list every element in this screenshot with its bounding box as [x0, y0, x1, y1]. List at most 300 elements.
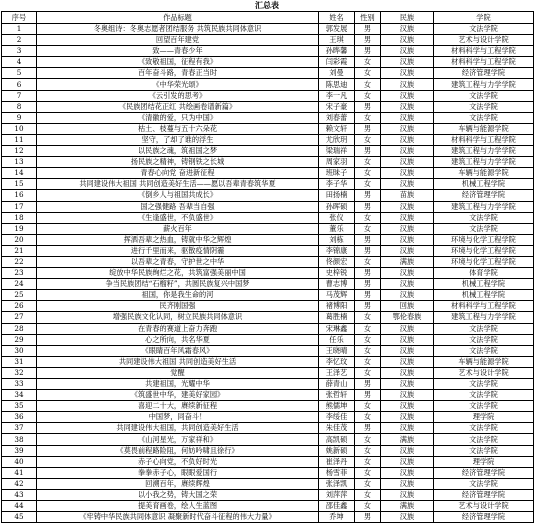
table-row	[2, 245, 534, 256]
cell-work-title: 心之所向，共名华夏	[37, 334, 319, 345]
sheet-title: 汇总表	[255, 0, 279, 10]
cell-index: 31	[2, 356, 37, 367]
cell-work-title: 在青春的赛道上奋力奔跑	[37, 323, 319, 334]
cell-name: 乔坤	[319, 512, 355, 523]
cell-gender: 女	[355, 112, 381, 123]
cell-ethnicity: 满族	[381, 501, 434, 512]
cell-name: 佟颜宏	[319, 256, 355, 267]
cell-index: 12	[2, 146, 37, 157]
cell-ethnicity: 汉族	[381, 456, 434, 467]
table-row	[2, 434, 534, 445]
cell-name: 李锦康	[319, 245, 355, 256]
cell-gender: 女	[355, 312, 381, 323]
cell-ethnicity: 汉族	[381, 201, 434, 212]
table-row	[2, 323, 534, 334]
cell-work-title: 《云引发的思考》	[37, 90, 319, 101]
cell-index: 19	[2, 223, 37, 234]
cell-work-title: 祖国，你是我生命的河	[37, 290, 319, 301]
cell-work-title: 以小我之势，铸大国之荣	[37, 489, 319, 500]
table-row	[2, 212, 534, 223]
cell-ethnicity: 汉族	[381, 24, 434, 35]
table-row	[2, 412, 534, 423]
cell-ethnicity: 汉族	[381, 467, 434, 478]
table-row	[2, 345, 534, 356]
cell-college: 文法学院	[434, 390, 534, 401]
cell-work-title: 回望百年建党	[37, 35, 319, 46]
cell-gender: 女	[355, 134, 381, 145]
cell-ethnicity: 汉族	[381, 123, 434, 134]
cell-gender: 男	[355, 46, 381, 57]
cell-name: 李忆玟	[319, 356, 355, 367]
cell-ethnicity: 满族	[381, 434, 434, 445]
cell-gender: 女	[355, 68, 381, 79]
table-row	[2, 401, 534, 412]
cell-ethnicity: 满族	[381, 256, 434, 267]
cell-ethnicity: 汉族	[381, 234, 434, 245]
cell-name: 刘萍萍	[319, 489, 355, 500]
cell-name: 刘春蕾	[319, 112, 355, 123]
cell-college: 车辆与能源学院	[434, 123, 534, 134]
cell-gender: 男	[355, 190, 381, 201]
cell-name: 宋子豪	[319, 101, 355, 112]
cell-college: 文法学院	[434, 334, 534, 345]
cell-work-title: 增强民族文化认同，树立民族共同体意识	[37, 312, 319, 323]
cell-index: 37	[2, 423, 37, 434]
header-ethnicity: 民族	[381, 12, 434, 24]
cell-work-title: 《眼睛百年风霜春风》	[37, 345, 319, 356]
cell-gender: 男	[355, 201, 381, 212]
cell-index: 33	[2, 379, 37, 390]
table-row	[2, 223, 534, 234]
cell-college: 文法学院	[434, 223, 534, 234]
cell-ethnicity: 汉族	[381, 478, 434, 489]
cell-index: 20	[2, 234, 37, 245]
table-row	[2, 334, 534, 345]
table-row	[2, 390, 534, 401]
table-row	[2, 356, 534, 367]
cell-name: 熊儒坤	[319, 401, 355, 412]
cell-work-title: 绽放中华民族绚烂之花，共筑富强美丽中国	[37, 268, 319, 279]
cell-college: 建筑工程与力学学院	[434, 79, 534, 90]
cell-name: 曹志博	[319, 279, 355, 290]
table-row	[2, 512, 534, 523]
table-row	[2, 35, 534, 46]
cell-ethnicity: 汉族	[381, 168, 434, 179]
cell-ethnicity: 苗族	[381, 190, 434, 201]
header-row	[2, 12, 534, 24]
cell-name: 孙晖硕	[319, 201, 355, 212]
cell-index: 7	[2, 90, 37, 101]
table-row	[2, 268, 534, 279]
cell-name: 张泽凯	[319, 478, 355, 489]
cell-gender: 女	[355, 157, 381, 168]
cell-ethnicity: 汉族	[381, 323, 434, 334]
cell-gender: 女	[355, 168, 381, 179]
cell-name: 马茂辉	[319, 290, 355, 301]
cell-name: 班昧子	[319, 168, 355, 179]
cell-index: 15	[2, 179, 37, 190]
table-row	[2, 134, 534, 145]
cell-work-title: 《清徽的爱，只为中国》	[37, 112, 319, 123]
cell-college: 理学院	[434, 412, 534, 423]
table-row	[2, 112, 534, 123]
cell-college: 机械工程学院	[434, 279, 534, 290]
cell-work-title: 赤子心向党，不负好时光	[37, 456, 319, 467]
table-row	[2, 379, 534, 390]
cell-ethnicity: 汉族	[381, 412, 434, 423]
cell-work-title: 国之强健路 吾辈当自强	[37, 201, 319, 212]
cell-index: 29	[2, 334, 37, 345]
cell-index: 40	[2, 456, 37, 467]
table-row	[2, 90, 534, 101]
cell-college: 机械工程学院	[434, 179, 534, 190]
cell-ethnicity: 汉族	[381, 46, 434, 57]
cell-index: 22	[2, 256, 37, 267]
cell-college: 艺术与设计学院	[434, 367, 534, 378]
cell-work-title: 共同建设伟大祖国 共同创造美好生活	[37, 356, 319, 367]
cell-work-title: 喜迎二十大，赓续新征程	[37, 401, 319, 412]
cell-college: 材料科学与工程学院	[434, 134, 534, 145]
cell-ethnicity: 汉族	[381, 245, 434, 256]
table-row	[2, 290, 534, 301]
cell-index: 35	[2, 401, 37, 412]
cell-ethnicity: 汉族	[381, 35, 434, 46]
cell-index: 3	[2, 46, 37, 57]
cell-name: 薛青山	[319, 379, 355, 390]
table-row	[2, 46, 534, 57]
cell-gender: 女	[355, 356, 381, 367]
cell-index: 18	[2, 212, 37, 223]
cell-ethnicity: 汉族	[381, 179, 434, 190]
cell-gender: 女	[355, 334, 381, 345]
cell-college: 经济管理学院	[434, 489, 534, 500]
cell-college: 文法学院	[434, 401, 534, 412]
cell-ethnicity: 汉族	[381, 101, 434, 112]
cell-college: 建筑工程与力学学院	[434, 157, 534, 168]
cell-college: 文法学院	[434, 379, 534, 390]
cell-name: 董乐	[319, 223, 355, 234]
cell-work-title: 共同建设伟大祖国，共同创造美好生活	[37, 423, 319, 434]
cell-work-title: 觉醒	[37, 367, 319, 378]
cell-name: 刘栋	[319, 234, 355, 245]
cell-ethnicity: 汉族	[381, 345, 434, 356]
header-index: 序号	[2, 12, 37, 24]
cell-gender: 男	[355, 301, 381, 312]
table-row	[2, 157, 534, 168]
cell-gender: 男	[355, 146, 381, 157]
cell-work-title: 拳拳赤子心，眼眼爱国行	[37, 467, 319, 478]
cell-ethnicity: 汉族	[381, 390, 434, 401]
cell-college: 建筑工程与力学学院	[434, 312, 534, 323]
cell-index: 43	[2, 489, 37, 500]
cell-gender: 女	[355, 223, 381, 234]
cell-index: 8	[2, 101, 37, 112]
cell-gender: 女	[355, 323, 381, 334]
cell-college: 材料科学与工程学院	[434, 57, 534, 68]
cell-name: 褚博阳	[319, 301, 355, 312]
cell-college: 经济管理学院	[434, 467, 534, 478]
header-name: 姓名	[319, 12, 355, 24]
cell-college: 文法学院	[434, 24, 534, 35]
cell-name: 李绥佳	[319, 412, 355, 423]
cell-ethnicity: 汉族	[381, 334, 434, 345]
cell-index: 38	[2, 434, 37, 445]
cell-work-title: 《莫畏前程路险阻，何妨吟啸且徐行》	[37, 445, 319, 456]
cell-gender: 女	[355, 434, 381, 445]
cell-index: 14	[2, 168, 37, 179]
table-row	[2, 312, 534, 323]
cell-ethnicity: 汉族	[381, 212, 434, 223]
cell-name: 李一凡	[319, 90, 355, 101]
cell-gender: 女	[355, 367, 381, 378]
cell-ethnicity: 汉族	[381, 268, 434, 279]
table-row	[2, 179, 534, 190]
cell-name: 田扬楠	[319, 190, 355, 201]
cell-name: 葛胜楠	[319, 312, 355, 323]
cell-ethnicity: 汉族	[381, 512, 434, 523]
cell-name: 史梓锐	[319, 268, 355, 279]
cell-gender: 女	[355, 478, 381, 489]
cell-gender: 男	[355, 234, 381, 245]
cell-gender: 男	[355, 123, 381, 134]
cell-work-title: 《生逢盛世，不负盛世》	[37, 212, 319, 223]
cell-college: 体育学院	[434, 268, 534, 279]
cell-college: 经济管理学院	[434, 190, 534, 201]
cell-index: 10	[2, 123, 37, 134]
cell-work-title: 《山河星光，万家祥和》	[37, 434, 319, 445]
cell-gender: 女	[355, 456, 381, 467]
cell-index: 44	[2, 501, 37, 512]
cell-gender: 女	[355, 79, 381, 90]
cell-gender: 女	[355, 345, 381, 356]
cell-work-title: 《倒乡人与祖国共成长》	[37, 190, 319, 201]
cell-college: 机械工程学院	[434, 290, 534, 301]
cell-ethnicity: 汉族	[381, 290, 434, 301]
cell-gender: 女	[355, 401, 381, 412]
table-row	[2, 234, 534, 245]
cell-work-title: 民齐刚国强	[37, 301, 319, 312]
table-row	[2, 146, 534, 157]
cell-work-title: 薪火百年	[37, 223, 319, 234]
cell-college: 文法学院	[434, 101, 534, 112]
cell-gender: 女	[355, 445, 381, 456]
cell-gender: 女	[355, 212, 381, 223]
cell-gender: 男	[355, 423, 381, 434]
cell-index: 13	[2, 157, 37, 168]
header-work-title: 作品标题	[37, 12, 319, 24]
cell-ethnicity: 汉族	[381, 423, 434, 434]
cell-ethnicity: 汉族	[381, 68, 434, 79]
cell-college: 理学院	[434, 456, 534, 467]
cell-college: 环境与化学工程学院	[434, 234, 534, 245]
summary-table	[1, 11, 534, 523]
cell-ethnicity: 汉族	[381, 79, 434, 90]
cell-index: 23	[2, 268, 37, 279]
cell-name: 刘曼	[319, 68, 355, 79]
cell-college: 经济管理学院	[434, 68, 534, 79]
cell-college: 文法学院	[434, 478, 534, 489]
cell-college: 文法学院	[434, 345, 534, 356]
cell-ethnicity: 汉族	[381, 157, 434, 168]
cell-work-title: 共同建设伟大祖国 共同创造美好生活——愿以吾辈青春筑华夏	[37, 179, 319, 190]
cell-gender: 女	[355, 412, 381, 423]
table-row	[2, 456, 534, 467]
cell-college: 建筑工程与力学学院	[434, 201, 534, 212]
cell-index: 42	[2, 478, 37, 489]
cell-college: 文法学院	[434, 423, 534, 434]
cell-name: 姚新硕	[319, 445, 355, 456]
cell-name: 赖文轩	[319, 123, 355, 134]
cell-work-title: 挥洒吾辈之热血，铸就中华之辉煌	[37, 234, 319, 245]
table-row	[2, 68, 534, 79]
table-row	[2, 423, 534, 434]
cell-work-title: 《民族团结花正红 共绘画卷谱新篇》	[37, 101, 319, 112]
cell-work-title: 坚守，了却了谁的浮生	[37, 134, 319, 145]
cell-index: 32	[2, 367, 37, 378]
header-gender: 性别	[355, 12, 381, 24]
cell-gender: 男	[355, 379, 381, 390]
table-row	[2, 256, 534, 267]
cell-name: 陈思迪	[319, 79, 355, 90]
cell-name: 宋琳鑫	[319, 323, 355, 334]
cell-name: 王琪	[319, 35, 355, 46]
cell-gender: 男	[355, 279, 381, 290]
cell-gender: 女	[355, 90, 381, 101]
table-row	[2, 445, 534, 456]
cell-college: 材料科学与工程学院	[434, 301, 534, 312]
cell-work-title: 百年奋斗路，青春正当时	[37, 68, 319, 79]
cell-ethnicity: 汉族	[381, 112, 434, 123]
table-row	[2, 489, 534, 500]
cell-gender: 女	[355, 57, 381, 68]
cell-gender: 女	[355, 489, 381, 500]
cell-name: 杨雪菲	[319, 467, 355, 478]
cell-ethnicity: 汉族	[381, 223, 434, 234]
cell-gender: 男	[355, 290, 381, 301]
table-row	[2, 367, 534, 378]
cell-gender: 男	[355, 390, 381, 401]
cell-work-title: 回溯百年，赓续辉煌	[37, 478, 319, 489]
cell-ethnicity: 汉族	[381, 279, 434, 290]
cell-name: 王泽艺	[319, 367, 355, 378]
cell-name: 郭发展	[319, 24, 355, 35]
cell-index: 41	[2, 467, 37, 478]
cell-index: 1	[2, 24, 37, 35]
cell-ethnicity: 汉族	[381, 401, 434, 412]
cell-gender: 男	[355, 512, 381, 523]
table-row	[2, 168, 534, 179]
cell-college: 文法学院	[434, 90, 534, 101]
cell-ethnicity: 汉族	[381, 356, 434, 367]
cell-name: 孙晔馨	[319, 46, 355, 57]
cell-gender: 女	[355, 467, 381, 478]
cell-college: 文法学院	[434, 112, 534, 123]
cell-gender: 男	[355, 24, 381, 35]
cell-ethnicity: 汉族	[381, 489, 434, 500]
table-row	[2, 24, 534, 35]
cell-gender: 男	[355, 35, 381, 46]
cell-college: 文法学院	[434, 434, 534, 445]
cell-ethnicity: 汉族	[381, 90, 434, 101]
cell-college: 环境与化学工程学院	[434, 256, 534, 267]
cell-index: 25	[2, 290, 37, 301]
cell-index: 11	[2, 134, 37, 145]
cell-work-title: 提美育画卷，绘人生蓝图	[37, 501, 319, 512]
cell-index: 36	[2, 412, 37, 423]
cell-index: 26	[2, 301, 37, 312]
table-row	[2, 123, 534, 134]
cell-college: 材料科学与工程学院	[434, 46, 534, 57]
table-row	[2, 79, 534, 90]
cell-work-title: 以吾辈之青春，守护世之中华	[37, 256, 319, 267]
cell-work-title: 《牢铸中华民族共同体意识 凝聚新时代奋斗征程的伟大力量》	[37, 512, 319, 523]
cell-index: 27	[2, 312, 37, 323]
cell-gender: 男	[355, 268, 381, 279]
cell-ethnicity: 汉族	[381, 379, 434, 390]
table-row	[2, 478, 534, 489]
cell-ethnicity: 回族	[381, 301, 434, 312]
cell-name: 尤欣玥	[319, 134, 355, 145]
cell-gender: 男	[355, 245, 381, 256]
cell-name: 邵佳鑫	[319, 501, 355, 512]
cell-work-title: 《筑盛世中华，建美好家园》	[37, 390, 319, 401]
cell-work-title: 以民族之魂，筑祖国之梦	[37, 146, 319, 157]
table-row	[2, 201, 534, 212]
cell-index: 21	[2, 245, 37, 256]
cell-index: 24	[2, 279, 37, 290]
cell-index: 9	[2, 112, 37, 123]
cell-index: 39	[2, 445, 37, 456]
cell-college: 文法学院	[434, 445, 534, 456]
cell-college: 车辆与能源学院	[434, 168, 534, 179]
cell-college: 艺术与设计学院	[434, 501, 534, 512]
cell-gender: 女	[355, 501, 381, 512]
cell-work-title: 《中华荣光颂》	[37, 79, 319, 90]
cell-college: 艺术与设计学院	[434, 35, 534, 46]
cell-index: 4	[2, 57, 37, 68]
table-row	[2, 57, 534, 68]
cell-work-title: 中国梦，同奋斗！	[37, 412, 319, 423]
cell-index: 17	[2, 201, 37, 212]
table-row	[2, 301, 534, 312]
cell-college: 环境与化学工程学院	[434, 245, 534, 256]
table-row	[2, 101, 534, 112]
cell-work-title: 《致敬祖国，征程有我》	[37, 57, 319, 68]
cell-ethnicity: 汉族	[381, 134, 434, 145]
cell-college: 经济管理学院	[434, 512, 534, 523]
cell-name: 王晓晴	[319, 345, 355, 356]
cell-name: 崔泽丹	[319, 456, 355, 467]
cell-college: 文法学院	[434, 212, 534, 223]
cell-index: 5	[2, 68, 37, 79]
cell-index: 28	[2, 323, 37, 334]
cell-work-title: 进行千里而来，驱散疫情阴霾	[37, 245, 319, 256]
cell-gender: 男	[355, 101, 381, 112]
cell-name: 张哲轩	[319, 390, 355, 401]
cell-ethnicity: 鄂伦春族	[381, 312, 434, 323]
cell-index: 2	[2, 35, 37, 46]
cell-work-title: 致——青春少年	[37, 46, 319, 57]
cell-index: 34	[2, 390, 37, 401]
cell-work-title: 争当民族团结“石榴籽”，共圆民族复兴中国梦	[37, 279, 319, 290]
cell-index: 30	[2, 345, 37, 356]
cell-name: 闫彩霞	[319, 57, 355, 68]
cell-work-title: 扬民族之精神，铸钢铁之长城	[37, 157, 319, 168]
cell-name: 李子华	[319, 179, 355, 190]
cell-gender: 女	[355, 256, 381, 267]
header-college: 学院	[434, 12, 534, 24]
cell-work-title: 冬奥组诗：冬奥志愿者团结服务 共筑民族共同体意识	[37, 24, 319, 35]
